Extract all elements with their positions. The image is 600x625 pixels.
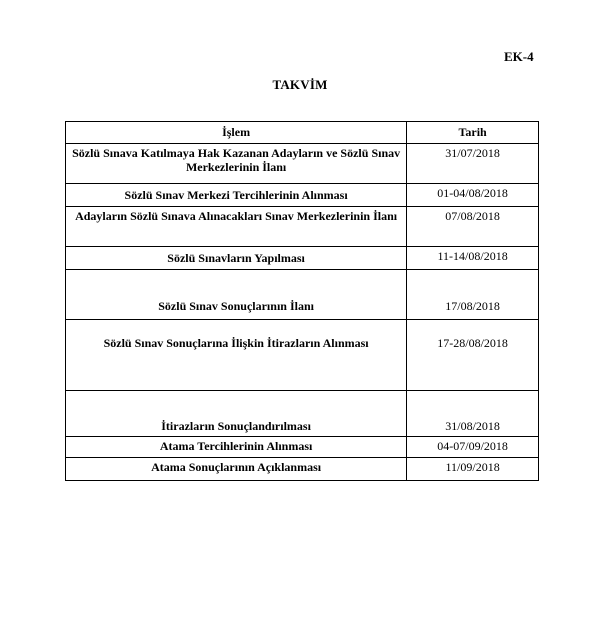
islem-cell: Sözlü Sınav Sonuçlarına İlişkin İtirazların Alınması <box>66 320 407 391</box>
islem-cell: Sözlü Sınav Merkezi Tercihlerinin Alınması <box>66 184 407 207</box>
table-row <box>66 270 539 320</box>
table-row <box>66 437 539 458</box>
tarih-cell: 17/08/2018 <box>407 270 539 320</box>
islem-cell: İtirazların Sonuçlandırılması <box>66 391 407 437</box>
islem-cell: Atama Sonuçlarının Açıklanması <box>66 458 407 481</box>
islem-cell: Sözlü Sınavların Yapılması <box>66 247 407 270</box>
islem-cell: Sözlü Sınav Sonuçlarının İlanı <box>66 270 407 320</box>
islem-cell: Atama Tercihlerinin Alınması <box>66 437 407 458</box>
annex-label: EK-4 <box>504 49 534 64</box>
tarih-cell: 31/08/2018 <box>407 391 539 437</box>
tarih-cell: 31/07/2018 <box>407 144 539 184</box>
table-row <box>66 320 539 391</box>
tarih-cell: 04-07/09/2018 <box>407 437 539 458</box>
schedule-table <box>65 121 539 481</box>
tarih-cell: 17-28/08/2018 <box>407 320 539 391</box>
tarih-cell: 07/08/2018 <box>407 207 539 247</box>
page-title: TAKVİM <box>272 77 328 92</box>
islem-cell: Adayların Sözlü Sınava Alınacakları Sınav Merkezlerinin İlanı <box>66 207 407 247</box>
tarih-cell: 11/09/2018 <box>407 458 539 481</box>
table-header-row <box>66 122 539 144</box>
table-row <box>66 184 539 207</box>
islem-cell: Sözlü Sınava Katılmaya Hak Kazanan Adayların ve Sözlü Sınav Merkezlerinin İlanı <box>66 144 407 184</box>
table-row <box>66 144 539 184</box>
table-row <box>66 207 539 247</box>
table-row <box>66 247 539 270</box>
column-header-islem: İşlem <box>66 122 407 144</box>
table-row <box>66 391 539 437</box>
column-header-tarih: Tarih <box>407 122 539 144</box>
table-row <box>66 458 539 481</box>
tarih-cell: 11-14/08/2018 <box>407 247 539 270</box>
tarih-cell: 01-04/08/2018 <box>407 184 539 207</box>
